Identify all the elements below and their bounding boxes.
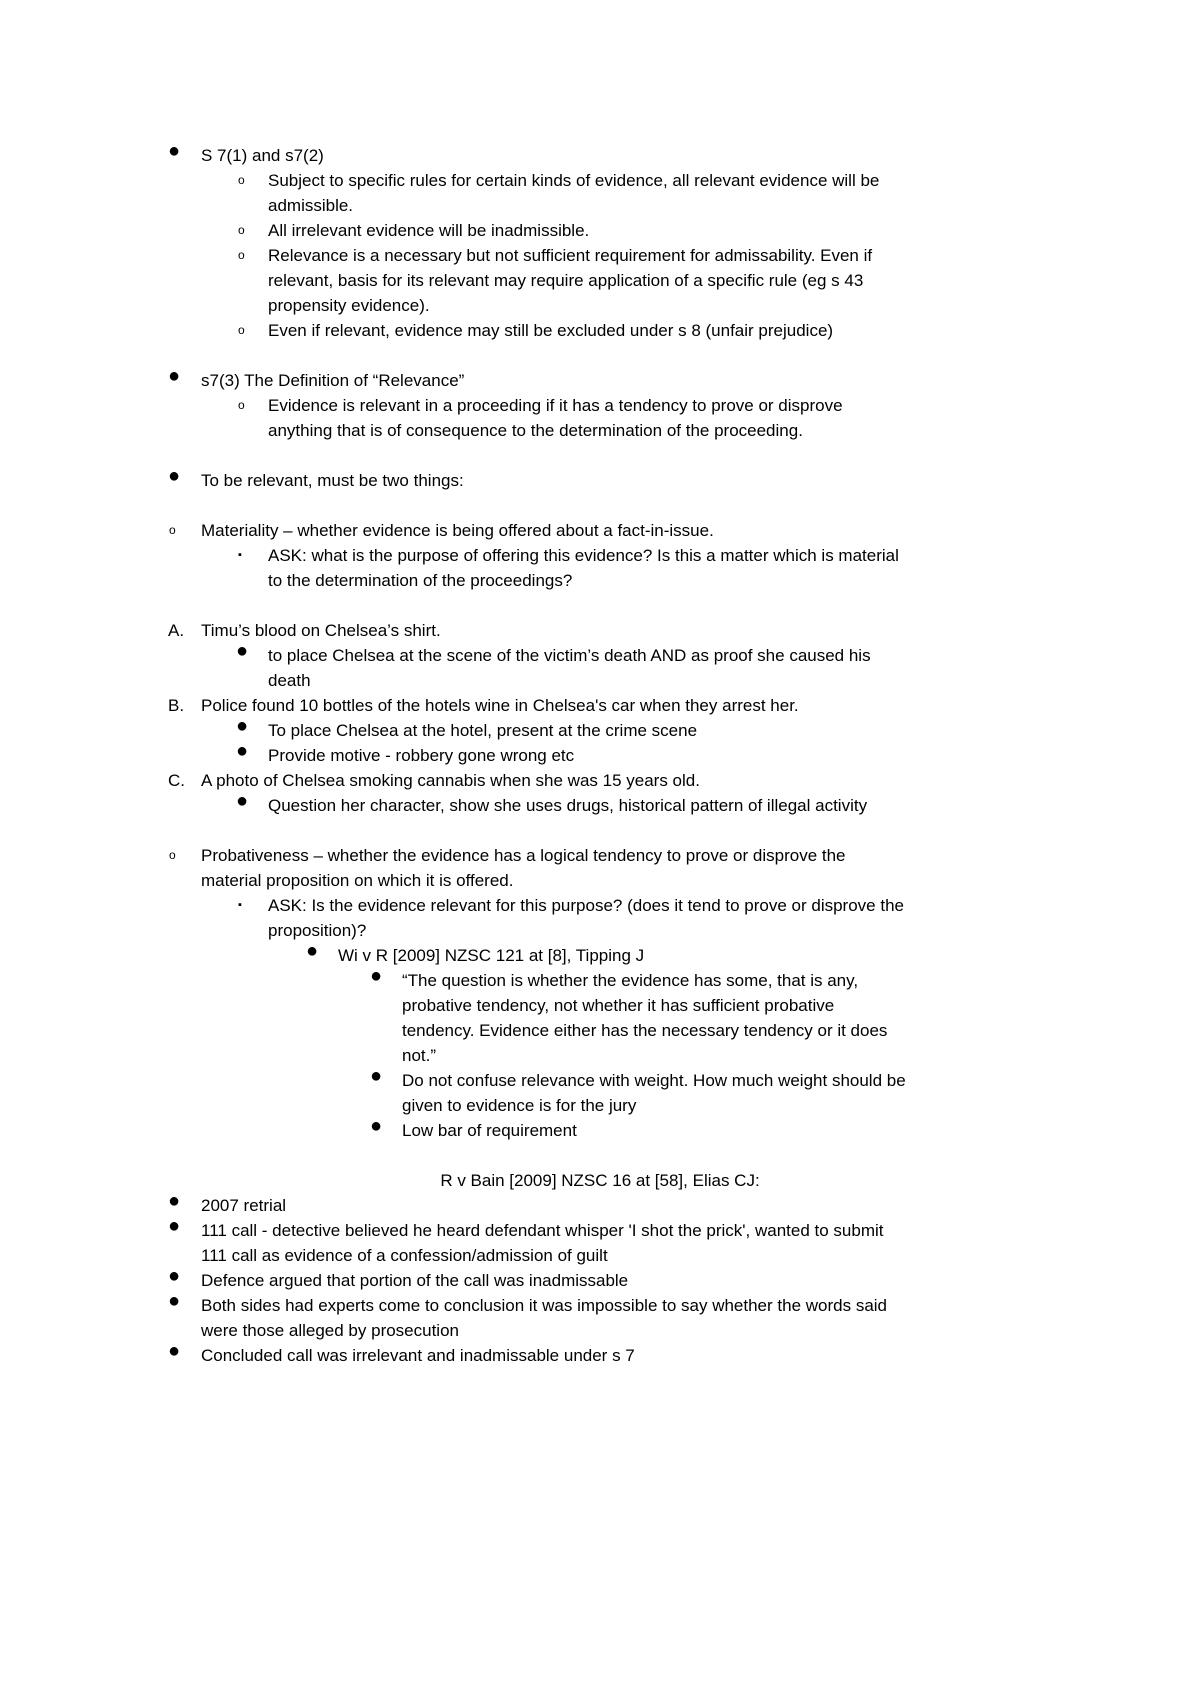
bullet-icon: ● xyxy=(236,715,249,737)
list-text: Both sides had experts come to conclusion it was impossible to say whether the words said xyxy=(201,1296,888,1315)
list-text: to the determination of the proceedings? xyxy=(268,571,573,590)
circle-bullet-icon: o xyxy=(238,173,245,187)
list-text: probative tendency, not whether it has sufficient probative xyxy=(402,996,835,1015)
list-text: anything that is of consequence to the determination of the proceeding. xyxy=(268,421,803,440)
example-text: A photo of Chelsea smoking cannabis when she was 15 years old. xyxy=(201,771,700,790)
materiality-heading: Materiality – whether evidence is being offered about a fact-in-issue. xyxy=(201,521,714,540)
circle-bullet-icon: o xyxy=(238,323,245,337)
bullet-icon: ● xyxy=(168,1215,181,1237)
probativeness-heading: Probativeness – whether the evidence has a logical tendency to prove or disprove the xyxy=(201,846,846,865)
list-text: death xyxy=(268,671,311,690)
list-text: Question her character, show she uses drugs, historical pattern of illegal activity xyxy=(268,796,868,815)
bullet-icon: ● xyxy=(236,790,249,812)
case-citation: Wi v R [2009] NZSC 121 at [8], Tipping J xyxy=(338,946,645,965)
bullet-icon: ● xyxy=(306,940,319,962)
section-heading: S 7(1) and s7(2) xyxy=(201,146,324,165)
list-text: 2007 retrial xyxy=(201,1196,287,1215)
bullet-icon: ● xyxy=(370,1115,383,1137)
list-text: “The question is whether the evidence has some, that is any, xyxy=(402,971,859,990)
circle-bullet-icon: o xyxy=(238,398,245,412)
bullet-icon: ● xyxy=(168,1340,181,1362)
section-heading: To be relevant, must be two things: xyxy=(201,471,464,490)
bullet-icon: ● xyxy=(168,1190,181,1212)
list-text: To place Chelsea at the hotel, present at the crime scene xyxy=(268,721,698,740)
list-text: given to evidence is for the jury xyxy=(402,1096,637,1115)
list-text: not.” xyxy=(402,1046,437,1065)
list-text: 111 call - detective believed he heard defendant whisper 'I shot the prick', wanted to submit xyxy=(201,1221,884,1240)
square-bullet-icon: ▪ xyxy=(238,549,242,561)
bullet-icon: ● xyxy=(168,1290,181,1312)
list-text: Relevance is a necessary but not sufficient requirement for admissability. Even if xyxy=(268,246,873,265)
list-text: Concluded call was irrelevant and inadmissable under s 7 xyxy=(201,1346,635,1365)
bullet-icon: ● xyxy=(168,140,181,162)
circle-bullet-icon: o xyxy=(238,223,245,237)
bullet-icon: ● xyxy=(168,1265,181,1287)
circle-bullet-icon: o xyxy=(169,523,176,537)
list-text: were those alleged by prosecution xyxy=(201,1321,459,1340)
example-text: Timu’s blood on Chelsea’s shirt. xyxy=(201,621,441,640)
list-text: ASK: Is the evidence relevant for this purpose? (does it tend to prove or disprove the xyxy=(268,896,904,915)
list-text: Do not confuse relevance with weight. How much weight should be xyxy=(402,1071,906,1090)
list-text: Low bar of requirement xyxy=(402,1121,577,1140)
bullet-icon: ● xyxy=(370,1065,383,1087)
list-text: 111 call as evidence of a confession/admission of guilt xyxy=(201,1246,608,1265)
list-text: admissible. xyxy=(268,196,354,215)
bullet-icon: ● xyxy=(236,640,249,662)
list-text: propensity evidence). xyxy=(268,296,430,315)
list-text: material proposition on which it is offered. xyxy=(201,871,514,890)
example-letter: A. xyxy=(168,621,185,640)
bullet-icon: ● xyxy=(370,965,383,987)
list-text: ASK: what is the purpose of offering this evidence? Is this a matter which is material xyxy=(268,546,899,565)
bullet-icon: ● xyxy=(168,365,181,387)
list-text: Subject to specific rules for certain kinds of evidence, all relevant evidence will be xyxy=(268,171,880,190)
list-text: All irrelevant evidence will be inadmissible. xyxy=(268,221,590,240)
section-heading: s7(3) The Definition of “Relevance” xyxy=(201,371,465,390)
bullet-icon: ● xyxy=(236,740,249,762)
bullet-icon: ● xyxy=(168,465,181,487)
list-text: Provide motive - robbery gone wrong etc xyxy=(268,746,575,765)
list-text: Even if relevant, evidence may still be excluded under s 8 (unfair prejudice) xyxy=(268,321,834,340)
example-letter: C. xyxy=(168,771,185,790)
example-text: Police found 10 bottles of the hotels wine in Chelsea's car when they arrest her. xyxy=(201,696,799,715)
bain-heading: R v Bain [2009] NZSC 16 at [58], Elias CJ: xyxy=(440,1171,760,1190)
list-text: proposition)? xyxy=(268,921,367,940)
square-bullet-icon: ▪ xyxy=(238,899,242,911)
list-text: Defence argued that portion of the call was inadmissable xyxy=(201,1271,629,1290)
list-text: to place Chelsea at the scene of the victim’s death AND as proof she caused his xyxy=(268,646,871,665)
example-letter: B. xyxy=(168,696,185,715)
circle-bullet-icon: o xyxy=(169,848,176,862)
list-text: Evidence is relevant in a proceeding if it has a tendency to prove or disprove xyxy=(268,396,843,415)
list-text: tendency. Evidence either has the necessary tendency or it does xyxy=(402,1021,888,1040)
list-text: relevant, basis for its relevant may require application of a specific rule (eg s 43 xyxy=(268,271,864,290)
circle-bullet-icon: o xyxy=(238,248,245,262)
